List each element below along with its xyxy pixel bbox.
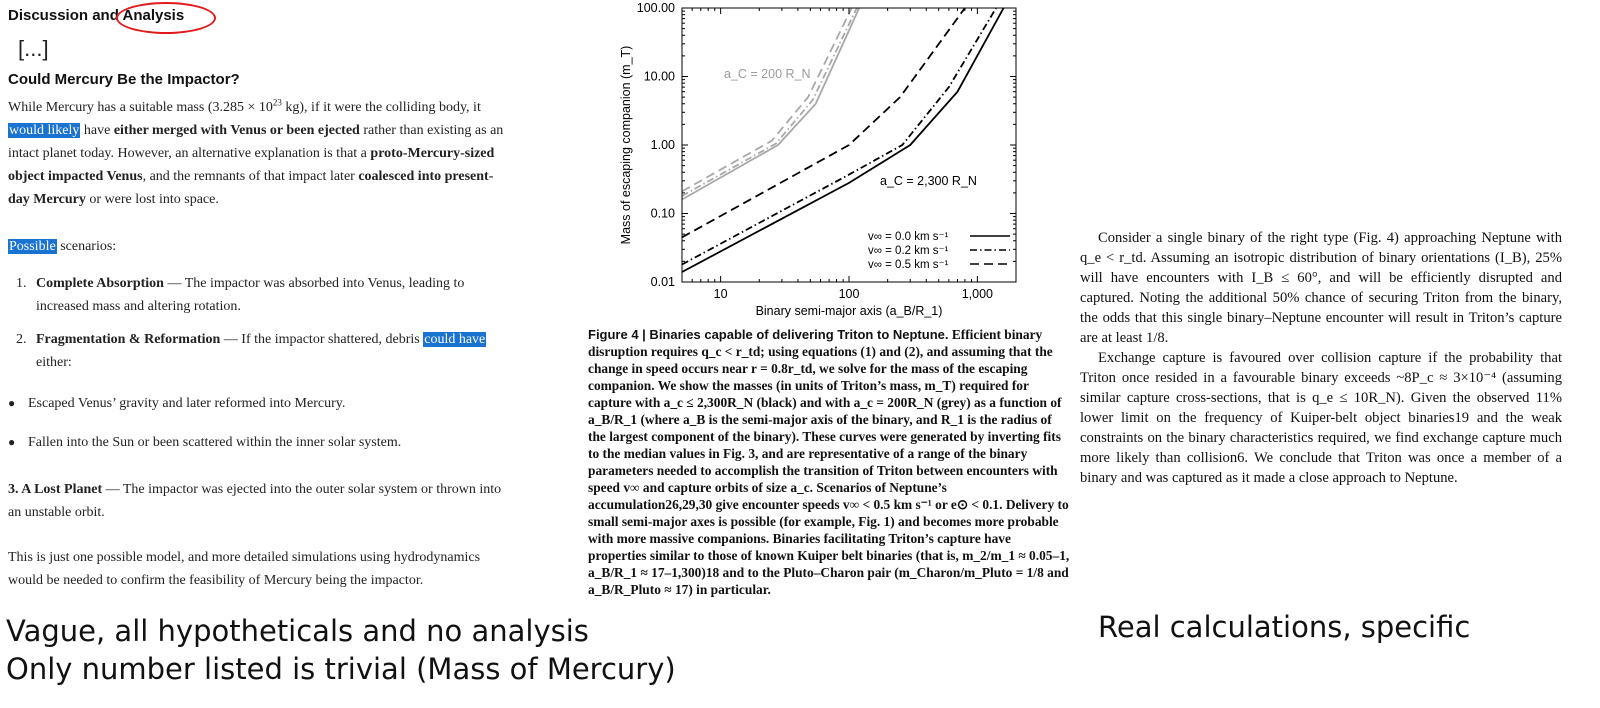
bullet-item-2 xyxy=(8,431,508,454)
section-title xyxy=(8,6,184,26)
p1-d: rather than existing as an intact planet today. However, an alternative explanation is that a xyxy=(8,123,504,161)
closing-paragraph: This is just one possible model, and more detailed simulations using hydrodynamics would be needed to confirm the feasibility of Mercury being the impactor. xyxy=(8,550,481,588)
item1-text: — The impactor was absorbed into Venus, leading to increased mass and altering rotation. xyxy=(36,276,465,314)
list-item-3 xyxy=(8,478,508,524)
y-tick-label: 100.00 xyxy=(636,1,675,15)
p1-a: While Mercury has a suitable mass (3.285 × 10 xyxy=(8,100,273,115)
annotation-ac-200: a_C = 200 R_N xyxy=(724,67,811,81)
bullet-dot: ● xyxy=(8,396,16,410)
series-line-3 xyxy=(682,8,859,200)
list-item-1 xyxy=(16,272,508,318)
figure-caption-body: Efficient binary disruption requires q_c < r_td; using equations (1) and (2), and assuming that the change in speed occurs near r = 0.8r_td, we solve for the mass of the escaping companion. We show the masses (in units of Triton’s mass, m_T) required for capture with a_c ≤ 2,300R_N (black) and with a_c = 200R_N (grey) as a function of a_B/R_1 (where a_B is the semi-major axis of the binary, and R_1 is the radius of the largest component of the binary). These curves were generated by inverting fits to the median values in Fig. 3, and are representative of a range of the binary parameters needed to accomplish the transition of Triton between encounters with speed v∞ and capture orbits of size a_c. Scenarios of Neptune’s accumulation26,29,30 give encounter speeds v∞ < 0.5 km s⁻¹ or e⊙ < 0.1. Delivery to small semi-major axes is possible (for example, Fig. 1) and becomes more probable with more massive companions. Binaries facilitating Triton’s capture have properties similar to those of known Kuiper belt binaries (that is, m_2/m_1 ≈ 0.05–1, a_B/R_1 ≈ 17–1,300)18 and to the Pluto–Charon pair (m_Charon/m_Pluto = 1/8 and a_B/R_Pluto ≈ 17) in particular. xyxy=(588,327,1070,597)
item2-bold: Fragmentation & Reformation xyxy=(36,332,221,347)
bullet2-text: Fallen into the Sun or been scattered within the inner solar system. xyxy=(28,435,402,450)
item3-bold: 3. A Lost Planet xyxy=(8,482,103,497)
bullet-item-1 xyxy=(8,392,508,415)
y-tick-label: 1.00 xyxy=(650,138,675,152)
caption-right: Real calculations, specific xyxy=(1098,610,1471,644)
legend-label-1: v∞ = 0.2 km s⁻¹ xyxy=(868,245,949,257)
p1-sup: 23 xyxy=(272,97,282,108)
p1-f: or were lost into space. xyxy=(85,192,219,207)
item3-text: — The impactor was ejected into the outer solar system or thrown into an unstable orbit. xyxy=(8,482,502,520)
y-tick-label: 0.01 xyxy=(650,275,675,289)
p1-bold2: proto-Mercury-sized object impacted Venus xyxy=(8,146,495,184)
figure-caption xyxy=(588,326,1070,598)
y-tick-label: 0.10 xyxy=(650,206,675,221)
item1-num: 1. xyxy=(16,276,27,291)
left-article xyxy=(8,0,508,592)
item1-bold: Complete Absorption xyxy=(36,276,164,291)
legend-label-2: v∞ = 0.5 km s⁻¹ xyxy=(868,259,949,271)
y-axis-label: Mass of escaping companion (m_T) xyxy=(619,45,633,245)
item2-num: 2. xyxy=(16,332,27,347)
highlight-would-likely[interactable]: would likely xyxy=(9,123,80,138)
x-axis-label: Binary semi-major axis (a_B/R_1) xyxy=(755,304,943,318)
p1-b: kg), if it were the colliding body, it xyxy=(281,100,481,115)
list-item-2 xyxy=(16,328,508,374)
caption-left-line1: Vague, all hypotheticals and no analysis xyxy=(6,614,589,648)
bullet-dot: ● xyxy=(8,435,16,449)
scenarios-rest: scenarios: xyxy=(56,239,117,254)
x-tick-label: 100 xyxy=(838,287,860,301)
paragraph-mass xyxy=(8,96,508,211)
p1-c: have xyxy=(80,123,114,138)
caption-left-line2: Only number listed is trivial (Mass of Mercury) xyxy=(6,652,676,686)
x-tick-label: 10 xyxy=(713,287,728,301)
right-article xyxy=(1080,228,1562,488)
ellipsis: [...] xyxy=(18,36,49,61)
highlight-could-have[interactable]: could have xyxy=(424,332,486,347)
legend-label-0: v∞ = 0.0 km s⁻¹ xyxy=(868,231,949,243)
p1-bold3: coalesced into present-day Mercury xyxy=(8,169,494,207)
red-circle-annotation xyxy=(116,2,216,34)
series-line-0 xyxy=(682,8,1004,272)
scenarios-heading xyxy=(8,235,508,258)
p1-bold1: either merged with Venus or been ejected xyxy=(113,123,360,138)
section-title-circled-word: Analysis xyxy=(122,7,185,24)
item2-a: — If the impactor shattered, debris xyxy=(220,332,424,347)
subtitle: Could Mercury Be the Impactor? xyxy=(8,71,240,88)
item2-b: either: xyxy=(36,355,72,370)
figure-caption-title: Figure 4 | Binaries capable of delivering Triton to Neptune. xyxy=(588,327,949,342)
series-line-4 xyxy=(682,8,857,196)
p1-e: , and the remnants of that impact later xyxy=(142,169,359,184)
series-line-2 xyxy=(682,8,965,237)
x-tick-label: 1,000 xyxy=(961,287,994,301)
y-tick-label: 10.00 xyxy=(643,69,675,84)
right-paragraph-2: Exchange capture is favoured over collision capture if the probability that Triton once resided in a favourable binary exceeds ~8P_c ≈ 3×10⁻⁴ (assuming similar capture cross-sections, that is q_e ≤ 10R_N). Given the observed 11% lower limit on the frequency of Kuiper-belt object binaries19 and the weak constraints on the binary characteristics required, we find exchange capture much more likely than collision6. We conclude that Triton was once a member of a binary and was captured as it made a close approach to Neptune. xyxy=(1080,350,1562,486)
series-line-5 xyxy=(682,8,852,191)
highlight-possible[interactable]: Possible xyxy=(9,239,56,254)
section-title-pre: Discussion and xyxy=(8,7,123,24)
bullet1-text: Escaped Venus’ gravity and later reformed into Mercury. xyxy=(28,396,346,411)
binaries-chart xyxy=(600,0,1060,330)
right-paragraph-1: Consider a single binary of the right type (Fig. 4) approaching Neptune with q_e < r_td. Assuming an isotropic distribution of binary orientations (I_B), 25% will have encounters with I_B ≤ 60°, and will be efficiently disrupted and captured. Noting the additional 50% chance of securing Triton from the binary, the odds that this single binary–Neptune encounter will result in Triton’s capture are at least 1/8. xyxy=(1080,230,1562,346)
annotation-ac-2300: a_C = 2,300 R_N xyxy=(880,174,977,188)
